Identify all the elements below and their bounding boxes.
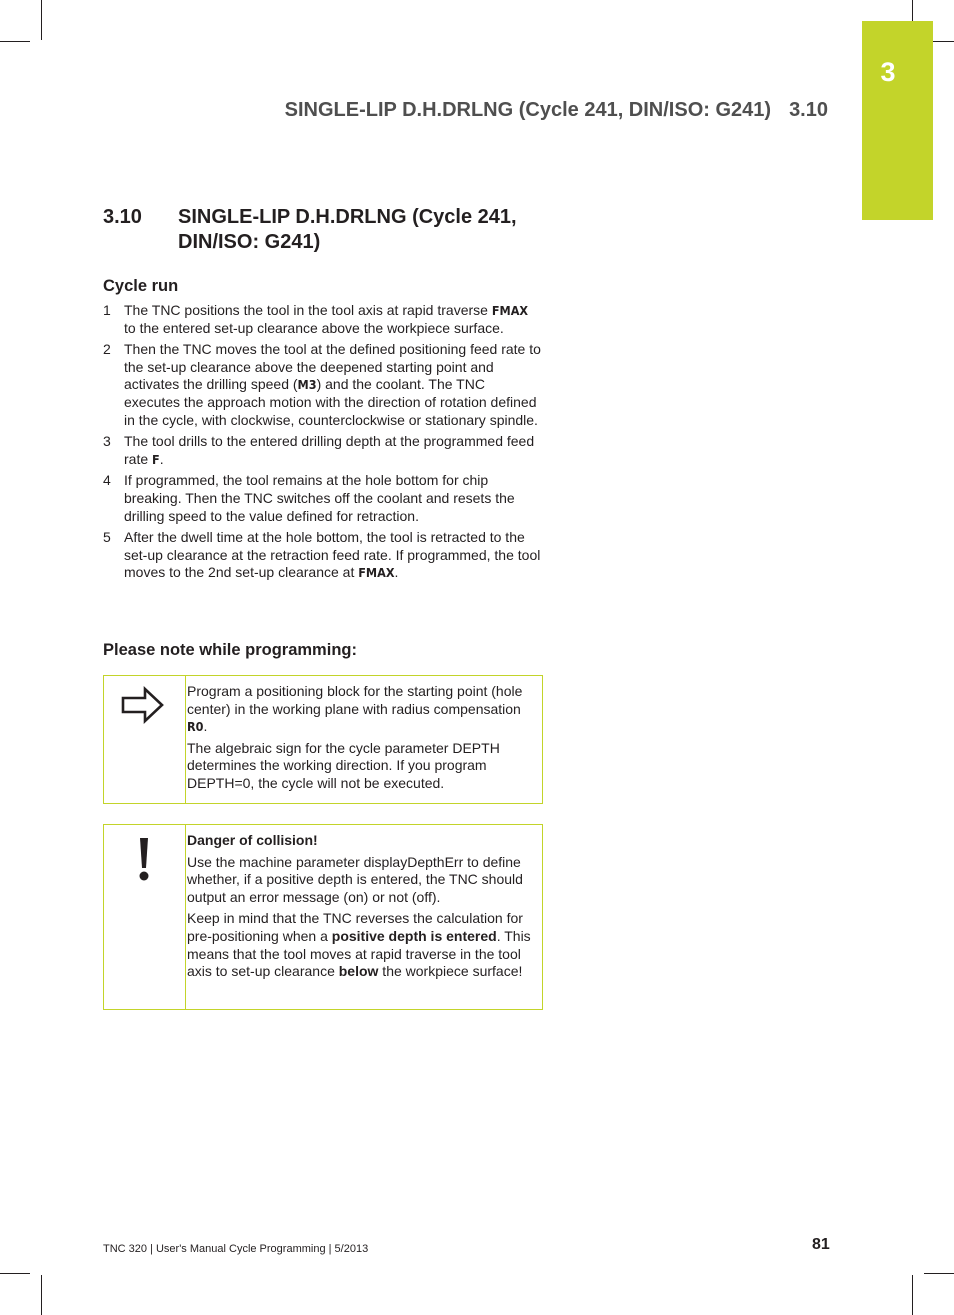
crop-mark — [924, 1273, 954, 1274]
keyword-fmax: FMAX — [491, 303, 529, 318]
crop-mark — [0, 1273, 30, 1274]
warning-box — [103, 824, 543, 1010]
running-header — [285, 99, 828, 122]
crop-mark — [912, 1275, 913, 1315]
keyword-fmax: FMAX — [358, 565, 395, 581]
chapter-number: 3 — [880, 57, 896, 87]
page-number: 81 — [812, 1236, 830, 1253]
running-header-title: SINGLE-LIP D.H.DRLNG (Cycle 241, DIN/ISO: G241) — [284, 99, 772, 121]
keyword-m3: M3 — [297, 377, 317, 393]
cycle-run-steps — [103, 302, 543, 586]
chapter-tab — [862, 21, 933, 220]
note-paragraph: Program a positioning block for the starting point (hole center) in the working plane with radius compensation R0. — [187, 683, 523, 735]
crop-mark — [0, 41, 30, 42]
warning-paragraph: Keep in mind that the TNC reverses the calculation for pre-positioning when a positive depth is entered. This means that the tool moves at rapid traverse in the tool axis to set-up clearance below the workpiece surface! — [187, 910, 531, 980]
programming-notes-heading: Please note while programming: — [103, 641, 357, 659]
note-paragraph: The algebraic sign for the cycle parameter DEPTH determines the working direction. If you program DEPTH=0, the cycle will not be executed. — [187, 739, 500, 791]
section-number: 3.10 — [103, 206, 142, 228]
cycle-run-heading: Cycle run — [103, 277, 179, 295]
list-item: 5 After the dwell time at the hole bottom, the tool is retracted to the set-up clearance at the retraction feed rate. If programmed, the tool moves to the 2nd set-up clearance at FMAX. — [103, 529, 541, 581]
crop-mark — [41, 0, 42, 40]
list-item: 2 Then the TNC moves the tool at the defined positioning feed rate to the set-up clearance above the deepened starting point and activates the drilling speed (M3) and the coolant. The TNC executes the approach motion with the direction of rotation defined in the cycle, with clockwise, counterclockwise or stationary spindle. — [103, 341, 541, 428]
warning-paragraph: Use the machine parameter displayDepthErr to define whether, if a positive depth is entered, the TNC should output an error message (on) or not (off). — [187, 853, 523, 905]
footer-text: TNC 320 | User's Manual Cycle Programming | 5/2013 — [103, 1243, 369, 1255]
warning-title: Danger of collision! — [187, 832, 318, 848]
crop-mark — [41, 1275, 42, 1315]
arrow-right-icon — [120, 685, 168, 725]
exclamation-icon — [136, 836, 152, 884]
keyword-r0: R0 — [187, 719, 204, 735]
section-title: SINGLE-LIP D.H.DRLNG (Cycle 241, DIN/ISO: G241) — [178, 206, 517, 253]
list-item: 4 If programmed, the tool remains at the hole bottom for chip breaking. Then the TNC switches off the coolant and resets the drilling speed to the value defined for retraction. — [103, 472, 515, 524]
section-heading — [103, 205, 563, 255]
running-header-number: 3.10 — [789, 99, 828, 121]
note-box — [103, 675, 543, 804]
list-item: 1 The TNC positions the tool in the tool axis at rapid traverse FMAX to the entered set-up clearance above the workpiece surface. — [103, 302, 529, 336]
keyword-f: F — [152, 451, 160, 467]
list-item: 3 The tool drills to the entered drilling depth at the programmed feed rate F. — [103, 433, 535, 467]
